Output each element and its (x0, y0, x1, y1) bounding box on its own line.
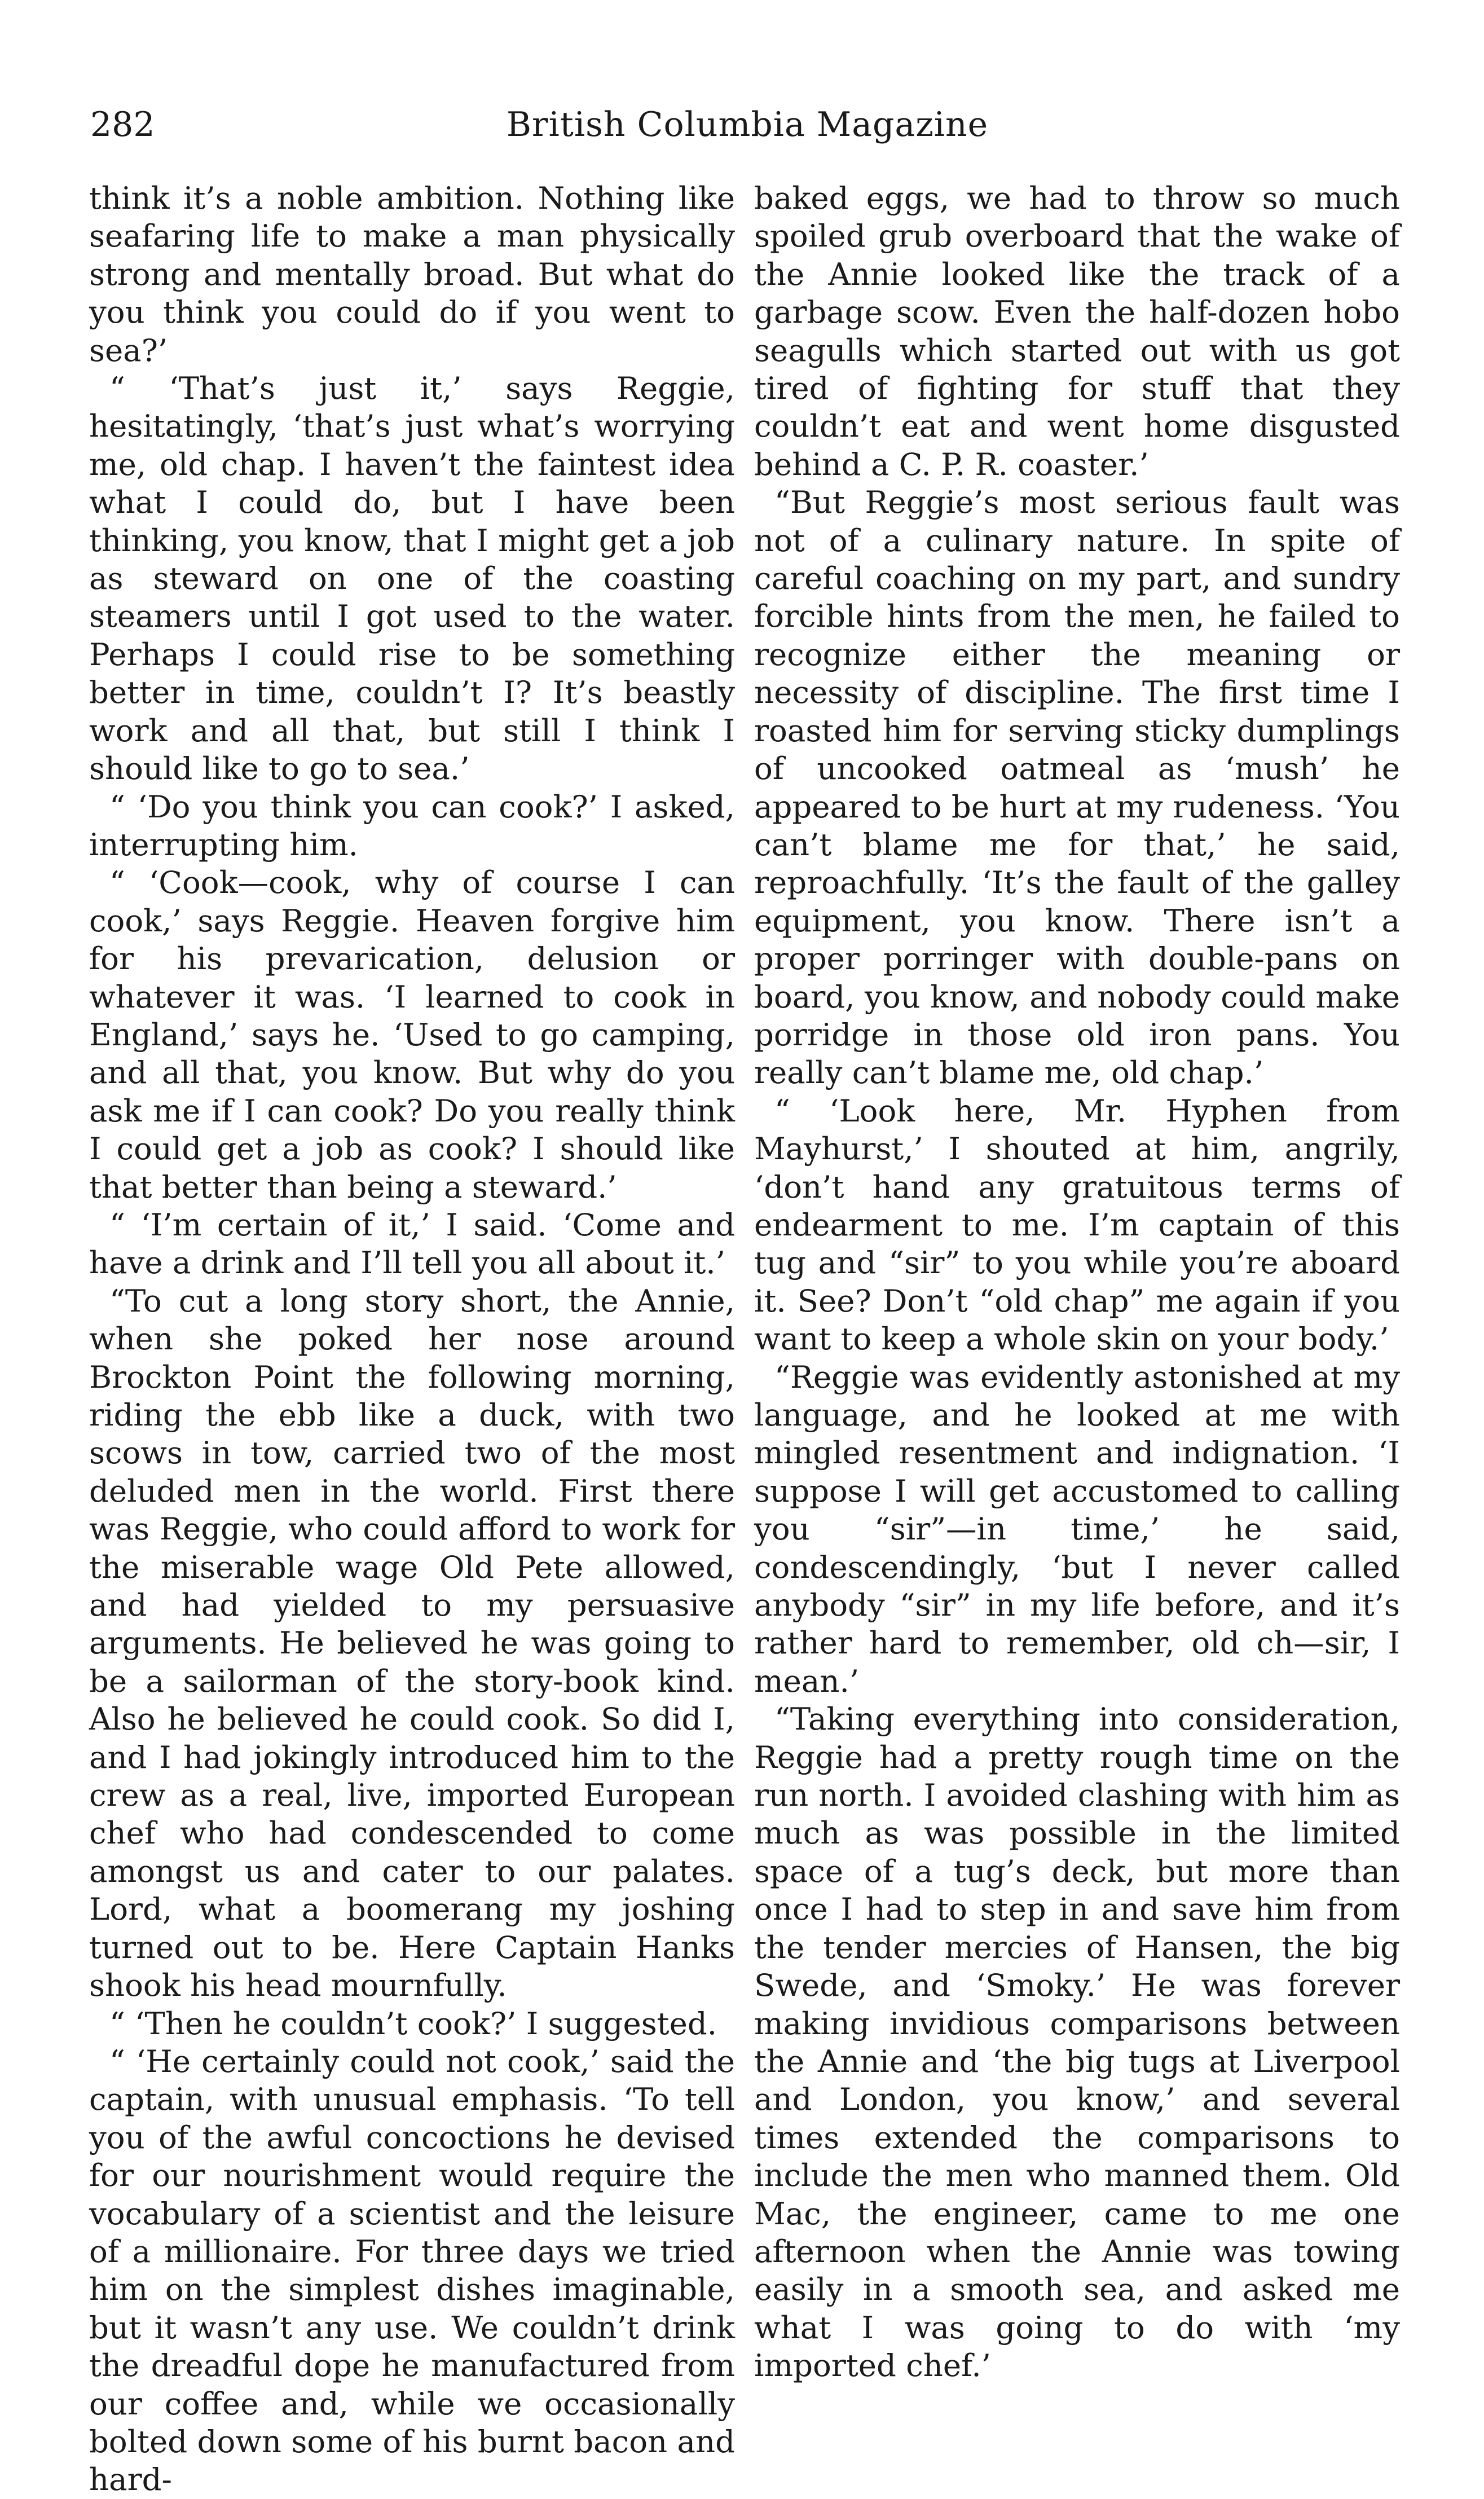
paragraph: “ ‘Do you think you can cook?’ I asked, interrupting him. (89, 788, 735, 863)
paragraph: “ ‘He certainly could not cook,’ said the captain, with unusual emphasis. ‘To tell you of the awful concoctions he devised for our nourishment would require the vocabulary of a scientist and the leisure of a millionaire. For three days we tried him on the simplest dishes imaginable, but it wasn’t any use. We couldn’t drink the dreadful dope he manufactured from our coffee and, while we occasionally bolted down some of his burnt bacon and hard- (89, 2043, 735, 2498)
paragraph: think it’s a noble ambition. Nothing like seafaring life to make a man physically strong and mentally broad. But what do you think you could do if you went to sea?’ (89, 180, 735, 368)
paragraph: “ ‘That’s just it,’ says Reggie, hesitatingly, ‘that’s just what’s worrying me, old chap. I haven’t the faintest idea what I could do, but I have been thinking, you know, that I might get a job as steward on one of the coasting steamers until I got used to the water. Perhaps I could rise to be something better in time, couldn’t I? It’s beastly work and all that, but still I think I should like to go to sea.’ (89, 370, 735, 787)
paragraph: “To cut a long story short, the Annie, when she poked her nose around Brockton Point the following morning, riding the ebb like a duck, with two scows in tow, carried two of the most deluded men in the world. First there was Reggie, who could afford to work for the miserable wage Old Pete allowed, and had yielded to my persuasive arguments. He believed he was going to be a sailorman of the story-book kind. Also he believed he could cook. So did I, and I had jokingly introduced him to the crew as a real, live, imported European chef who had condescended to come amongst us and cater to our palates. Lord, what a boomerang my joshing turned out to be. Here Captain Hanks shook his head mournfully. (89, 1282, 735, 2004)
paragraph: “ ‘I’m certain of it,’ I said. ‘Come and have a drink and I’ll tell you all about it.’ (89, 1206, 735, 1281)
right-column (754, 179, 1400, 2385)
paragraph: “ ‘Cook—cook, why of course I can cook,’ says Reggie. Heaven forgive him for his prevarication, delusion or whatever it was. ‘I learned to cook in England,’ says he. ‘Used to go camping, and all that, you know. But why do you ask me if I can cook? Do you really think I could get a job as cook? I should like that better than being a steward.’ (89, 864, 735, 1205)
running-head: British Columbia Magazine (506, 105, 989, 144)
paragraph: “Taking everything into consideration, Reggie had a pretty rough time on the run north. I avoided clashing with him as much as was possible in the limited space of a tug’s deck, but more than once I had to step in and save him from the tender mercies of Hansen, the big Swede, and ‘Smoky.’ He was forever making invidious comparisons between the Annie and ‘the big tugs at Liverpool and London, you know,’ and several times extended the comparisons to include the men who manned them. Old Mac, the engineer, came to me one afternoon when the Annie was towing easily in a smooth sea, and asked me what I was going to do with ‘my imported chef.’ (754, 1701, 1400, 2384)
paragraph: baked eggs, we had to throw so much spoiled grub overboard that the wake of the Annie looked like the track of a garbage scow. Even the half-dozen hobo seagulls which started out with us got tired of fighting for stuff that they couldn’t eat and went home disgusted behind a C. P. R. coaster.’ (754, 180, 1400, 482)
paragraph: “But Reggie’s most serious fault was not of a culinary nature. In spite of careful coaching on my part, and sundry forcible hints from the men, he failed to recognize either the meaning or necessity of discipline. The first time I roasted him for serving sticky dumplings of uncooked oatmeal as ‘mush’ he appeared to be hurt at my rudeness. ‘You can’t blame me for that,’ he said, reproachfully. ‘It’s the fault of the galley equipment, you know. There isn’t a proper porringer with double-pans on board, you know, and nobody could make porridge in those old iron pans. You really can’t blame me, old chap.’ (754, 484, 1400, 1091)
left-column (89, 179, 735, 2499)
paragraph: “ ‘Then he couldn’t cook?’ I suggested. (109, 2005, 717, 2042)
paragraph: “Reggie was evidently astonished at my language, and he looked at me with mingled resentment and indignation. ‘I suppose I will get accustomed to calling you “sir”—in time,’ he said, condescendingly, ‘but I never called anybody “sir” in my life before, and it’s rather hard to remember, old ch—sir, I mean.’ (754, 1358, 1400, 1699)
paragraph: “ ‘Look here, Mr. Hyphen from Mayhurst,’ I shouted at him, angrily, ‘don’t hand any gratuitous terms of endearment to me. I’m captain of this tug and “sir” to you while you’re aboard it. See? Don’t “old chap” me again if you want to keep a whole skin on your body.’ (754, 1092, 1400, 1357)
page-number: 282 (90, 105, 155, 144)
page-header (90, 99, 1404, 150)
